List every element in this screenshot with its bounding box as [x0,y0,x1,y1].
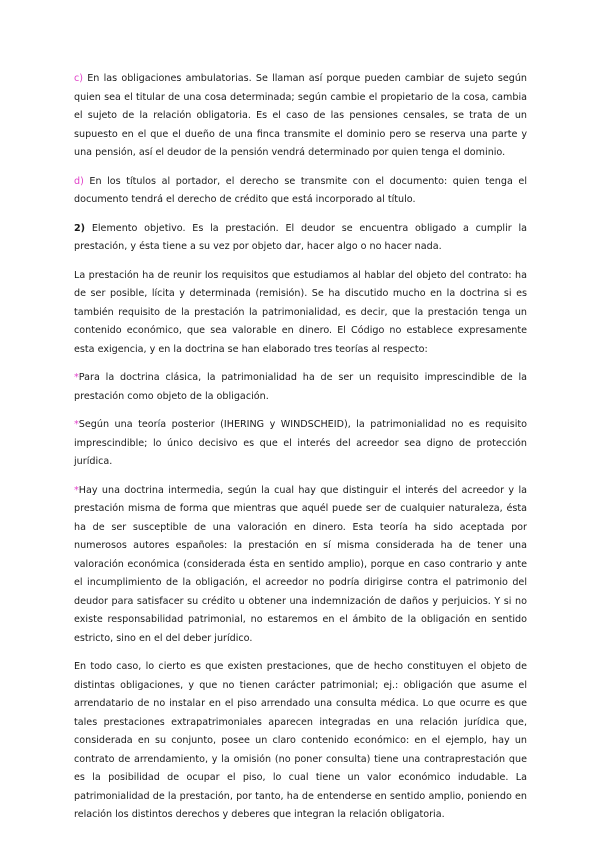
section-number: 2) [74,222,86,234]
paragraph-teoria-posterior [74,416,527,472]
paragraph-text: En los títulos al portador, el derecho se transmite con el documento: quien tenga el documento tendrá el derecho de crédito que está incorporado al título. [74,175,527,205]
bullet-asterisk: * [74,484,79,496]
list-marker: c) [74,73,84,84]
paragraph-d-titulos-portador [74,173,527,210]
paragraph-en-todo-caso [74,658,527,825]
list-marker: d) [74,175,84,187]
paragraph-text: Según una teoría posterior (IHERING y WINDSCHEID), la patrimonialidad no es requisito imprescindible; lo único decisivo es que el interés del acreedor sea digno de protección jurídica. [74,419,527,467]
paragraph-doctrina-clasica [74,369,527,406]
bullet-asterisk: * [74,372,79,383]
paragraph-c-ambulatorias [74,70,527,163]
paragraph-text: Elemento objetivo. Es la prestación. El deudor se encuentra obligado a cumplir la prestación, y ésta tiene a su vez por objeto dar, hacer algo o no hacer nada. [74,222,527,252]
paragraph-doctrina-intermedia [74,482,527,649]
paragraph-text: Para la doctrina clásica, la patrimonialidad ha de ser un requisito imprescindible de la prestación como objeto de la obligación. [74,372,527,402]
paragraph-elemento-objetivo [74,220,527,257]
paragraph-text: En las obligaciones ambulatorias. Se llaman así porque pueden cambiar de sujeto según quien sea el titular de una cosa determinada; según cambie el propietario de la cosa, cambia el sujeto de la relación obligatoria. Es el caso de las pensiones censales, se trata de un supuesto en el que el dueño de una finca transmite el dominio pero se reserva una parte y una pensión, así el deudor de la pensión vendrá determinado por quien tenga el dominio. [74,73,527,158]
paragraph-requisitos-prestacion [74,267,527,360]
paragraph-text: En todo caso, lo cierto es que existen prestaciones, que de hecho constituyen el objeto de distintas obligaciones, y que no tienen carácter patrimonial; ej.: obligación que asume el arrendatario de no instalar en el piso arrendado una consulta médica. Lo que ocurre es que tales prestaciones extrapatrimoniales aparecen integradas en una relación jurídica que, considerada en su conjunto, posee un claro contenido económico: en el ejemplo, hay un contrato de arrendamiento, y la omisión (no poner consulta) tiene una contraprestación que es la posibilidad de ocupar el piso, lo cual tiene un valor económico indudable. La patrimonialidad de la prestación, por tanto, ha de entenderse en sentido amplio, poniendo en relación los distintos derechos y deberes que integran la relación obligatoria. [74,661,527,820]
paragraph-text: Hay una doctrina intermedia, según la cual hay que distinguir el interés del acreedor y la prestación misma de forma que mientras que aquél puede ser de cualquier naturaleza, ésta ha de ser susceptible de una valoración en dinero. Esta teoría ha sido aceptada por numerosos autores españoles: la prestación en sí misma considerada ha de tener una valoración económica (considerada ésta en sentido amplio), porque en caso contrario y ante el incumplimiento de la obligación, el acreedor no podría dirigirse contra el patrimonio del deudor para satisfacer su crédito u obtener una indemnización de daños y perjuicios. Y si no existe responsabilidad patrimonial, no estaremos en el ámbito de la obligación en sentido estricto, sino en el del deber jurídico. [74,484,527,644]
bullet-asterisk: * [74,419,79,430]
document-body [74,70,527,835]
paragraph-text: La prestación ha de reunir los requisitos que estudiamos al hablar del objeto del contrato: ha de ser posible, lícita y determinada (remisión). Se ha discutido mucho en la doctrina si es también requisito de la prestación la patrimonialidad, es decir, que la prestación tenga un contenido económico, que sea valorable en dinero. El Código no establece expresamente esta exigencia, y en la doctrina se han elaborado tres teorías al respecto: [74,269,527,355]
